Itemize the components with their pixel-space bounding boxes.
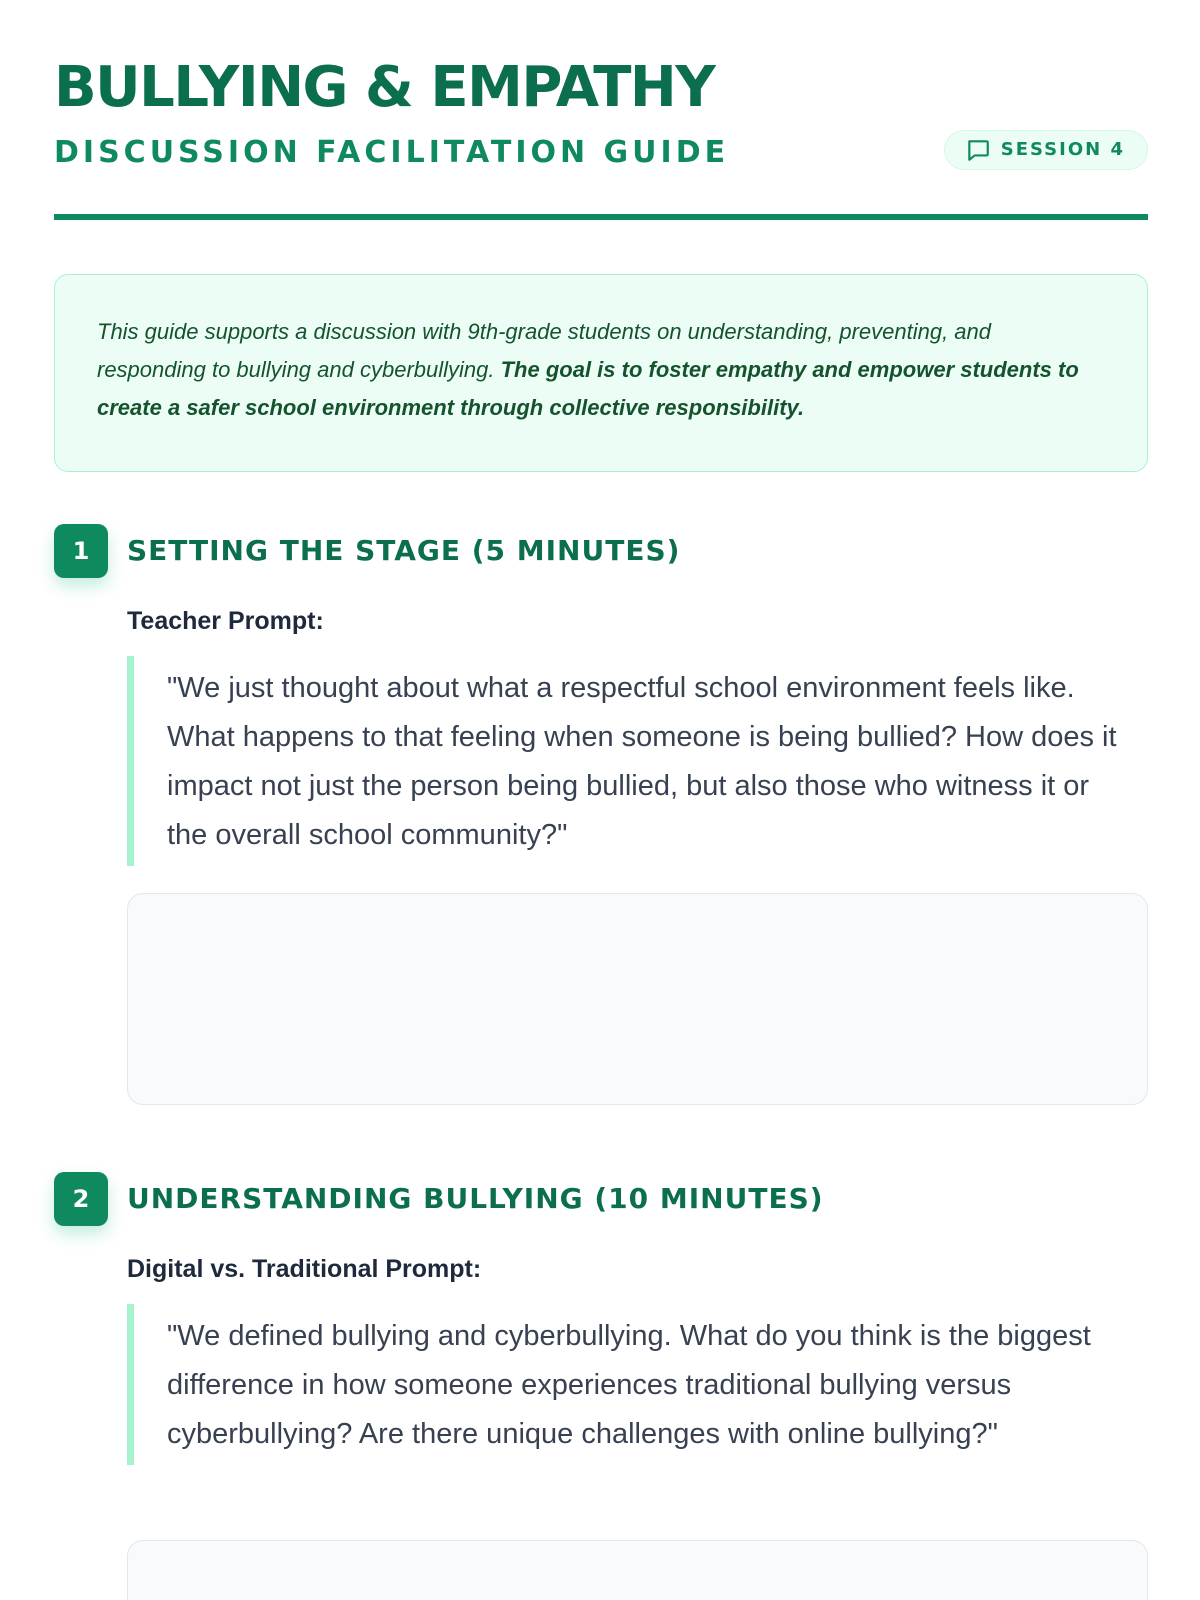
intro-text: This guide supports a discussion with 9th-grade students on understanding, preventing, and responding to bullying and cyberbullying. (97, 319, 992, 382)
page-subtitle: DISCUSSION FACILITATION GUIDE (54, 135, 730, 170)
section-title: UNDERSTANDING BULLYING (10 MINUTES) (127, 1182, 824, 1215)
page (54, 0, 1148, 1600)
page-header (54, 52, 1148, 224)
response-notes-box[interactable] (127, 1540, 1148, 1600)
section-understanding-bullying (54, 1172, 1148, 1600)
intro-goal-text: The goal is to foster empathy and empower students to create a safer school environment through collective responsibility. (97, 357, 1079, 420)
section-number-badge: 2 (54, 1172, 108, 1226)
message-square-icon (965, 137, 991, 163)
response-notes-box[interactable] (127, 893, 1148, 1105)
header-divider (54, 214, 1148, 220)
prompt-quote: "We defined bullying and cyberbullying. What do you think is the biggest difference in how someone experiences traditional bullying versus cyberbullying? Are there unique challenges with online bullying?" (127, 1304, 1148, 1465)
intro-callout (54, 274, 1148, 472)
session-badge (944, 130, 1148, 170)
prompt-label: Teacher Prompt: (127, 607, 324, 635)
section-title: SETTING THE STAGE (5 MINUTES) (127, 534, 681, 567)
section-number-badge: 1 (54, 524, 108, 578)
session-label: SESSION 4 (1000, 139, 1125, 160)
prompt-label: Digital vs. Traditional Prompt: (127, 1255, 482, 1283)
prompt-quote: "We just thought about what a respectful school environment feels like. What happens to that feeling when someone is being bullied? How does it impact not just the person being bullied, but also those who witness it or the overall school community?" (127, 656, 1148, 866)
page-title: BULLYING & EMPATHY (54, 55, 715, 120)
section-header (54, 1172, 1148, 1226)
section-setting-the-stage (54, 524, 1148, 1104)
section-header (54, 524, 1148, 578)
